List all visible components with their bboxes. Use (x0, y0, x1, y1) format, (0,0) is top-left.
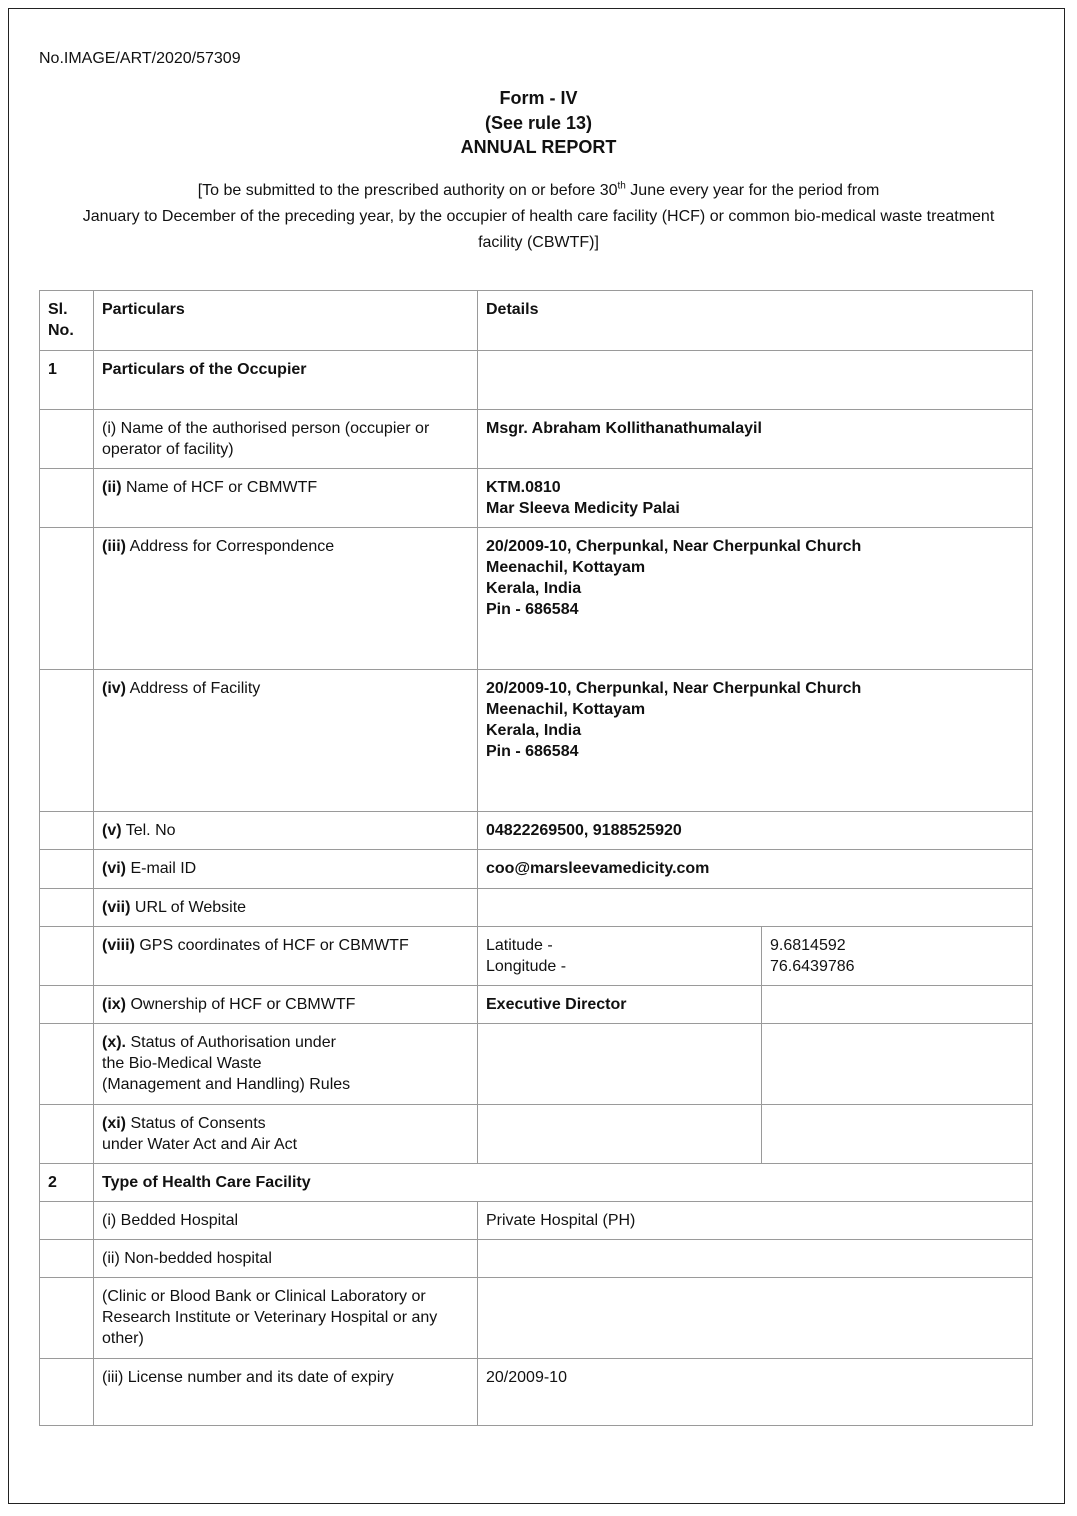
table-row (40, 670, 1033, 812)
intro-text-2: June every year for the period from (625, 182, 880, 199)
report-table (39, 290, 1033, 1426)
particular-label: (ii) Non-bedded hospital (94, 1240, 478, 1278)
license-value: 20/2009-10 (478, 1359, 1033, 1426)
header-row (40, 291, 1033, 351)
ownership-value: Executive Director (478, 986, 762, 1024)
col-header-details: Details (478, 291, 1033, 351)
section-row (40, 351, 1033, 410)
section-title: Particulars of the Occupier (94, 351, 478, 410)
website-value (478, 889, 1033, 927)
table-row (40, 1359, 1033, 1426)
telephone-value: 04822269500, 9188525920 (478, 812, 1033, 850)
particular-label: (vi) E-mail ID (94, 850, 478, 889)
intro-text-3: January to December of the preceding year, by the occupier of health care facility (HCF) or common bio-medical waste treatment (82, 208, 995, 225)
section-number: 1 (40, 351, 94, 410)
table-row (40, 850, 1033, 889)
particular-label: (i) Bedded Hospital (94, 1202, 478, 1240)
section-number: 2 (40, 1164, 94, 1202)
particular-label: (vii) URL of Website (94, 889, 478, 927)
particular-label: (xi) Status of Consents under Water Act and Air Act (94, 1105, 478, 1164)
table-row (40, 986, 1033, 1024)
table-row (40, 812, 1033, 850)
intro-superscript: th (617, 180, 626, 192)
authorised-person-value: Msgr. Abraham Kollithanathumalayil (478, 410, 1033, 469)
table-row (40, 889, 1033, 927)
table-row (40, 927, 1033, 986)
hcf-name-value: KTM.0810 Mar Sleeva Medicity Palai (478, 469, 1033, 528)
table-row (40, 1024, 1033, 1105)
section-row (40, 1164, 1033, 1202)
details-cell (478, 351, 1033, 410)
table-row (40, 410, 1033, 469)
particular-label: (ii) Name of HCF or CBMWTF (94, 469, 478, 528)
table-row (40, 528, 1033, 670)
rule-reference: (See rule 13) (484, 112, 593, 133)
particular-label: (x). Status of Authorisation under the Bio-Medical Waste (Management and Handling) Rules (94, 1024, 478, 1105)
report-title: ANNUAL REPORT (460, 137, 617, 157)
particular-label: (v) Tel. No (94, 812, 478, 850)
table-row (40, 469, 1033, 528)
gps-labels: Latitude - Longitude - (478, 927, 762, 986)
table-row (40, 1278, 1033, 1359)
section-title: Type of Health Care Facility (94, 1164, 1033, 1202)
intro-text-1: [To be submitted to the prescribed authority on or before 30 (197, 182, 618, 199)
gps-values: 9.6814592 76.6439786 (762, 927, 1033, 986)
col-header-particulars: Particulars (94, 291, 478, 351)
particular-label: (i) Name of the authorised person (occupier or operator of facility) (94, 410, 478, 469)
particular-label: (ix) Ownership of HCF or CBMWTF (94, 986, 478, 1024)
table-row (40, 1105, 1033, 1164)
facility-address-value: 20/2009-10, Cherpunkal, Near Cherpunkal Church Meenachil, Kottayam Kerala, India Pin - 686584 (478, 670, 1033, 812)
document-number: No.IMAGE/ART/2020/57309 (39, 50, 241, 67)
col-header-sl: Sl. No. (40, 291, 94, 351)
intro-text-4: facility (CBWTF)] (478, 234, 599, 251)
particular-label: (iii) Address for Correspondence (94, 528, 478, 670)
particular-label: (iii) License number and its date of expiry (94, 1359, 478, 1426)
particular-label: (iv) Address of Facility (94, 670, 478, 812)
bedded-hospital-value: Private Hospital (PH) (478, 1202, 1033, 1240)
intro-paragraph (40, 178, 1037, 256)
correspondence-address-value: 20/2009-10, Cherpunkal, Near Cherpunkal Church Meenachil, Kottayam Kerala, India Pin - 686584 (478, 528, 1033, 670)
email-value: coo@marsleevamedicity.com (478, 850, 1033, 889)
particular-label: (viii) GPS coordinates of HCF or CBMWTF (94, 927, 478, 986)
table-row (40, 1202, 1033, 1240)
particular-label: (Clinic or Blood Bank or Clinical Laboratory or Research Institute or Veterinary Hospital or any other) (94, 1278, 478, 1359)
table-row (40, 1240, 1033, 1278)
form-title: Form - IV (499, 88, 578, 108)
